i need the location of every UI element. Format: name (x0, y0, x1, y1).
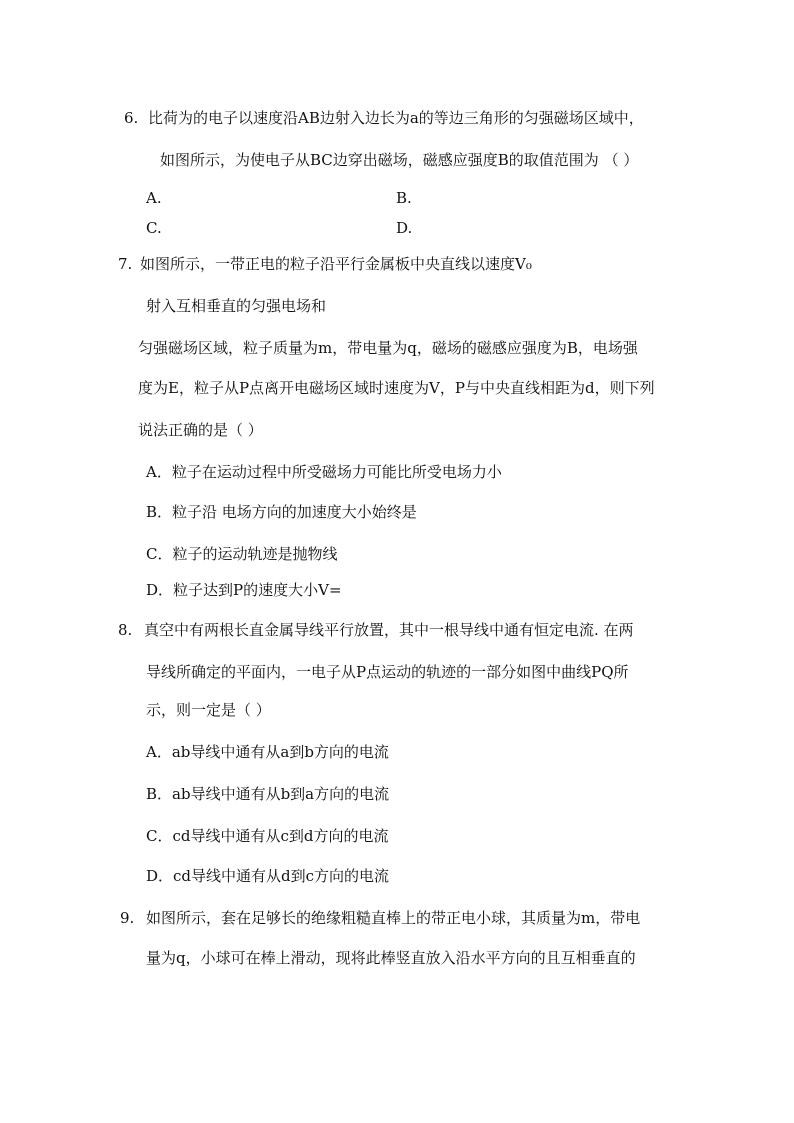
q8-option-b: B．ab导线中通有从b到a方向的电流 (146, 785, 390, 803)
q7-option-d: D．粒子达到P的速度大小V= (146, 581, 342, 599)
q8-text-line1: 真空中有两根长直金属导线平行放置，其中一根导线中通有恒定电流. 在两 (144, 621, 634, 639)
q6-option-a: A. (146, 189, 162, 207)
q6-option-d: D. (396, 219, 413, 237)
q7-text-line1: 如图所示，一带正电的粒子沿平行金属板中央直线以速度V₀ (140, 255, 532, 273)
q7-text-line4: 度为E，粒子从P点离开电磁场区域时速度为V，P与中央直线相距为d，则下列 (138, 379, 655, 397)
q9-number: 9. (120, 909, 135, 927)
q8-option-d: D．cd导线中通有从d到c方向的电流 (146, 867, 390, 885)
q6-text-line1: 比荷为的电子以速度沿AB边射入边长为a的等边三角形的匀强磁场区域中， (148, 109, 644, 127)
q6-text-line2: 如图所示，为使电子从BC边穿出磁场，磁感应强度B的取值范围为 （ ） (160, 151, 639, 169)
q8-option-a: A．ab导线中通有从a到b方向的电流 (146, 743, 389, 761)
q8-text-line2: 导线所确定的平面内，一电子从P点运动的轨迹的一部分如图中曲线PQ所 (146, 663, 629, 681)
q7-text-line5: 说法正确的是（ ） (138, 421, 263, 439)
q8-option-c: C．cd导线中通有从c到d方向的电流 (146, 827, 389, 845)
q6-option-c: C. (146, 219, 162, 237)
q8-text-line3: 示，则一定是（ ） (146, 701, 271, 719)
q7-number: 7. (118, 255, 133, 273)
q7-text-line3: 匀强磁场区域，粒子质量为m，带电量为q，磁场的磁感应强度为B，电场强 (138, 339, 638, 357)
q9-text-line2: 量为q，小球可在棒上滑动，现将此棒竖直放入沿水平方向的且互相垂直的 (146, 949, 636, 967)
q7-option-c: C．粒子的运动轨迹是抛物线 (146, 545, 338, 563)
q6-number: 6. (124, 109, 139, 127)
q7-text-line2: 射入互相垂直的匀强电场和 (146, 297, 327, 315)
q9-text-line1: 如图所示，套在足够长的绝缘粗糙直棒上的带正电小球，其质量为m，带电 (146, 909, 641, 927)
q6-option-b: B. (396, 189, 412, 207)
q8-number: 8. (118, 621, 133, 639)
q7-option-b: B．粒子沿 电场方向的加速度大小始终是 (146, 503, 417, 521)
q7-option-a: A．粒子在运动过程中所受磁场力可能比所受电场力小 (146, 463, 502, 481)
